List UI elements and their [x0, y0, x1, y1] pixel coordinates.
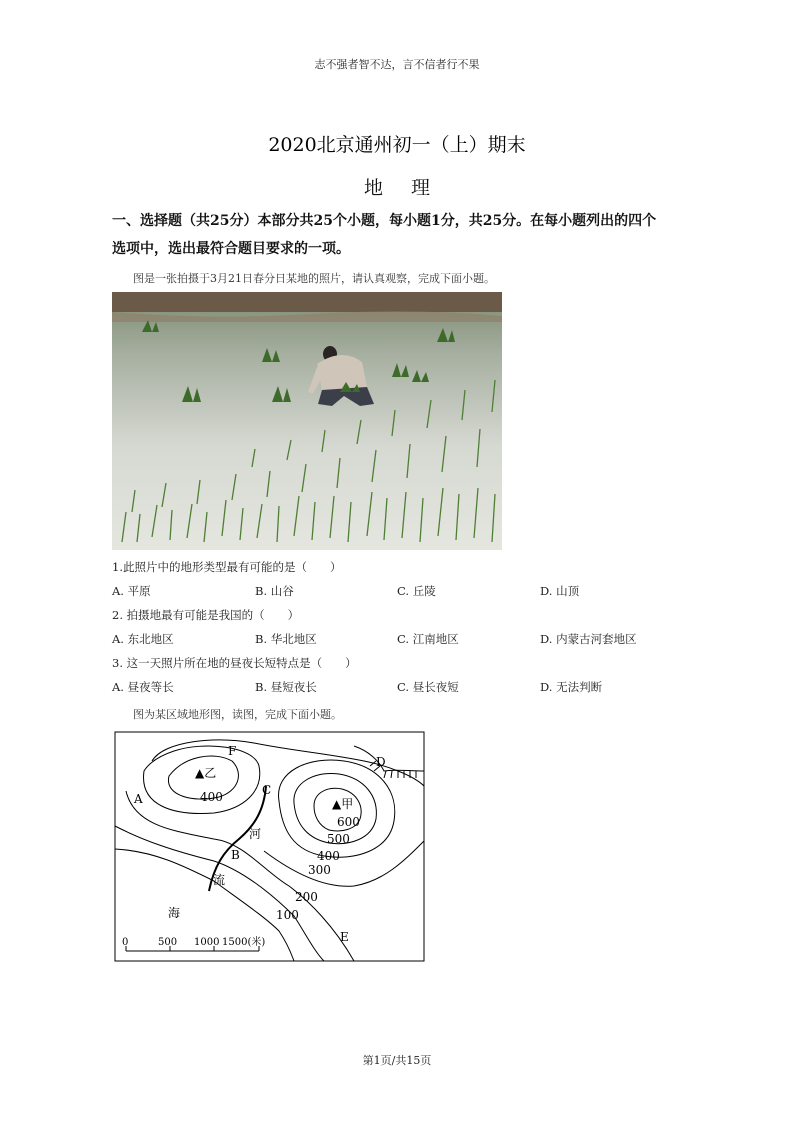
subject-title: 地理 [363, 177, 458, 199]
q2-option-b[interactable]: B. 华北地区 [255, 632, 317, 646]
river-label-1: 河 [249, 827, 262, 841]
q3-option-b[interactable]: B. 昼短夜长 [255, 680, 317, 694]
sea-label: 海 [168, 906, 181, 920]
q2-option-d[interactable]: D. 内蒙古河套地区 [540, 632, 637, 646]
q1-option-a[interactable]: A. 平原 [112, 584, 151, 598]
point-f-label: F [228, 744, 237, 758]
exam-title: 2020北京通州初一（上）期末 [268, 134, 526, 156]
point-e-label: E [340, 930, 349, 944]
q1-option-b[interactable]: B. 山谷 [255, 584, 294, 598]
peak-yi-label: ▲乙 [195, 766, 217, 780]
contour-map [114, 731, 426, 962]
rice-paddy-photo [112, 292, 502, 550]
section-heading-line1: 一、选择题（共25分）本部分共25个小题，每小题1分，共25分。在每小题列出的四个 [112, 213, 657, 229]
point-b-label: B [231, 848, 240, 862]
q2-option-a[interactable]: A. 东北地区 [112, 632, 174, 646]
page-footer: 第1页/共15页 [362, 1054, 432, 1067]
contour-300: 300 [308, 863, 331, 877]
question-3-stem: 3. 这一天照片所在地的昼夜长短特点是（ ） [112, 656, 357, 670]
scale-1500: 1500(米) [222, 937, 266, 948]
contour-600: 600 [337, 815, 360, 829]
q3-option-d[interactable]: D. 无法判断 [540, 680, 603, 694]
point-c-label: C [262, 783, 272, 797]
q1-option-d[interactable]: D. 山顶 [540, 584, 580, 598]
question-intro: 图是一张拍摄于3月21日春分日某地的照片，请认真观察，完成下面小题。 [133, 272, 495, 285]
point-d-label: D [376, 755, 386, 769]
q1-option-c[interactable]: C. 丘陵 [397, 584, 436, 598]
q2-option-c[interactable]: C. 江南地区 [397, 632, 459, 646]
contour-500: 500 [327, 832, 350, 846]
section-heading-line2: 选项中，选出最符合题目要求的一项。 [112, 241, 350, 257]
q3-option-c[interactable]: C. 昼长夜短 [397, 680, 459, 694]
contour-400-jia: 400 [317, 849, 340, 863]
header-motto: 志不强者智不达，言不信者行不果 [314, 58, 480, 71]
peak-jia-label: ▲甲 [332, 797, 354, 811]
contour-400-yi: 400 [200, 790, 223, 804]
question-1-stem: 1.此照片中的地形类型最有可能的是（ ） [112, 560, 342, 574]
map-intro: 图为某区域地形图，读图，完成下面小题。 [133, 708, 342, 721]
point-a-label: A [134, 792, 143, 806]
scale-1000: 1000 [194, 937, 220, 948]
question-2-stem: 2. 拍摄地最有可能是我国的（ ） [112, 608, 300, 622]
river-label-2: 流 [213, 873, 226, 887]
scale-0: 0 [122, 937, 129, 948]
contour-200: 200 [295, 890, 318, 904]
contour-100: 100 [276, 908, 299, 922]
scale-500: 500 [158, 937, 178, 948]
q3-option-a[interactable]: A. 昼夜等长 [112, 680, 174, 694]
